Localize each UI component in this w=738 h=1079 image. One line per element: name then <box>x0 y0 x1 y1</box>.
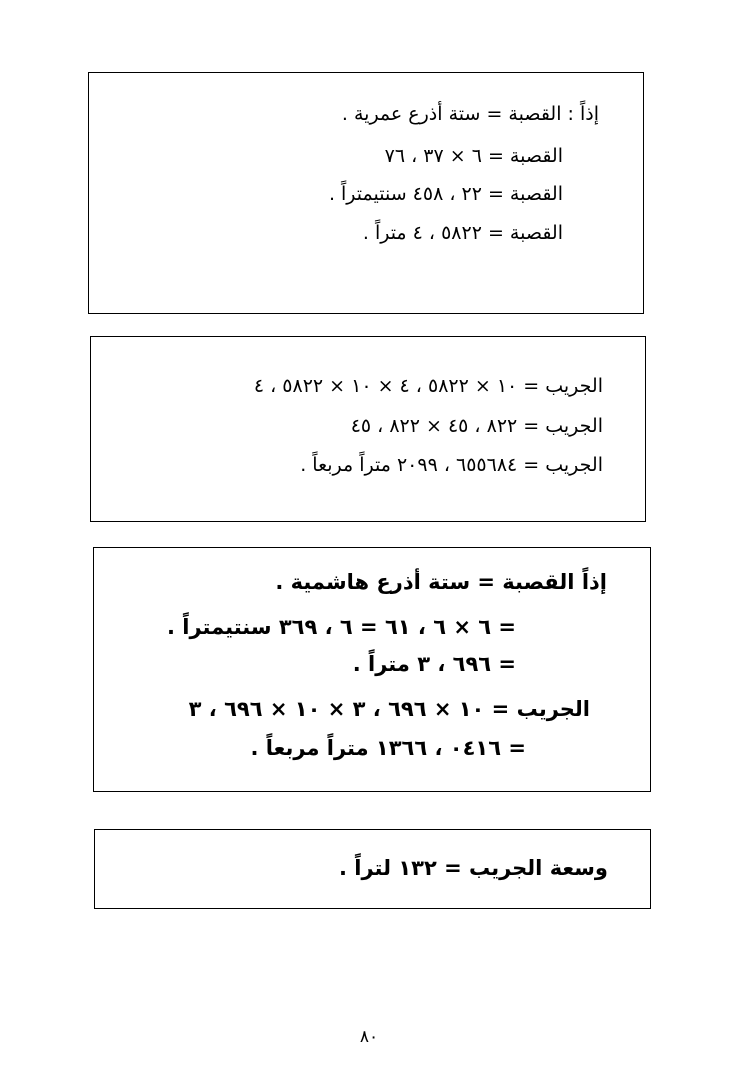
text-line: = ٦٩٦ ، ٣ متراً . <box>352 652 516 676</box>
text-line: القصبة = ٥٨٢٢ ، ٤ متراً . <box>362 222 563 244</box>
text-line: إذاً القصبة = ستة أذرع هاشمية . <box>275 570 607 594</box>
text-line: = ٠٤١٦ ، ١٣٦٦ متراً مربعاً . <box>250 736 526 760</box>
definition-box-qasaba-hashimiya <box>93 547 651 792</box>
text-line: = ٦ × ٦ ، ٦١ = ٦ ، ٣٦٩ سنتيمتراً . <box>166 615 516 639</box>
text-line: القصبة = ٢٢ ، ٤٥٨ سنتيمتراً . <box>328 183 563 205</box>
text-line: الجريب = ١٠ × ٦٩٦ ، ٣ × ١٠ × ٦٩٦ ، ٣ <box>188 697 590 721</box>
text-line: إذاً : القصبة = ستة أذرع عمرية . <box>341 103 599 125</box>
definition-box-qasaba-umariya <box>88 72 644 314</box>
page-number: ٨٠ <box>359 1027 379 1047</box>
text-line: الجريب = ١٠ × ٥٨٢٢ ، ٤ × ١٠ × ٥٨٢٢ ، ٤ <box>253 375 603 397</box>
text-line: القصبة = ٦ × ٣٧ ، ٧٦ <box>384 145 563 167</box>
jarib-calculation-box <box>90 336 646 522</box>
text-line: الجريب = ٨٢٢ ، ٤٥ × ٨٢٢ ، ٤٥ <box>350 415 603 437</box>
text-line: وسعة الجريب = ١٣٢ لتراً . <box>338 856 608 880</box>
text-line: الجريب = ٦٥٥٦٨٤ ، ٢٠٩٩ متراً مربعاً . <box>300 454 603 476</box>
jarib-capacity-box <box>94 829 651 909</box>
